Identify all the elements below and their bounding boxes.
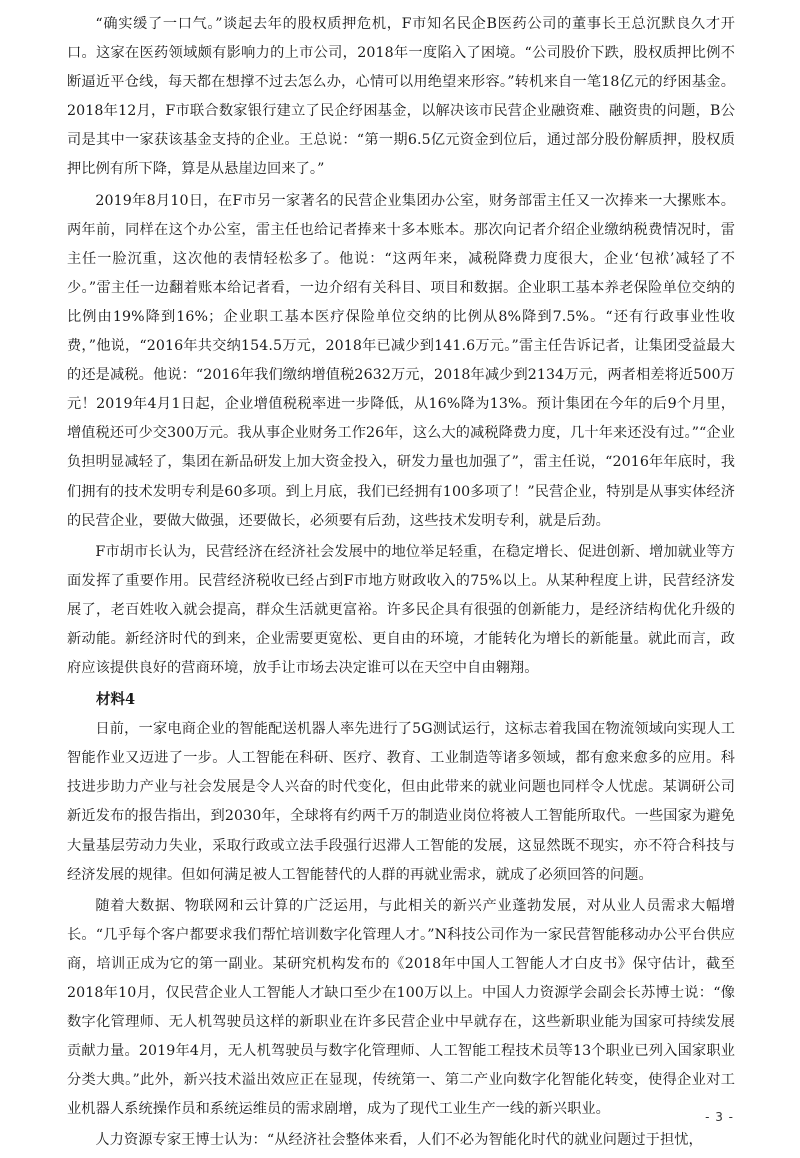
paragraph-ai-delivery-robot: 日前，一家电商企业的智能配送机器人率先进行了5G测试运行，这标志着我国在物流领域向实现人工智能作业又迈进了一步。人工智能在科研、医疗、教育、工业制造等诸多领域，都有愈来愈多的应用。科技进步助力产业与社会发展是令人兴奋的时代变化，但由此带来的就业问题也同样令人忧虑。某调研公司新近发布的报告指出，到2030年，全球将有约两千万的制造业岗位将被人工智能所取代。一些国家为避免大量基层劳动力失业，采取行政或立法手段强行迟滞人工智能的发展，这显然既不现实，亦不符合科技与经济发展的规律。但如何满足被人工智能替代的人群的再就业需求，就成了必须回答的问题。	[67, 721, 735, 883]
paragraph-mayor-view: F市胡市长认为，民营经济在经济社会发展中的地位举足轻重，在稳定增长、促进创新、增加就业等方面发挥了重要作用。民营经济税收已经占到F市地方财政收入的75%以上。从某种程度上讲，民营经济发展了，老百姓收入就会提高，群众生活就更富裕。许多民企具有很强的创新能力，是经济结构优化升级的新动能。新经济时代的到来，企业需要更宽松、更自由的环境，才能转化为增长的新能量。就此而言，政府应该提供良好的营商环境，放手让市场去决定谁可以在天空中自由翱翔。	[67, 543, 735, 677]
paragraph-new-professions: 随着大数据、物联网和云计算的广泛运用，与此相关的新兴产业蓬勃发展，对从业人员需求大幅增长。“几乎每个客户都要求我们帮忙培训数字化管理人才。”N科技公司作为一家民营智能移动办公平台供应商，培训正成为它的第一副业。某研究机构发布的《2018年中国人工智能人才白皮书》保守估计，截至2018年10月，仅民营企业人工智能人才缺口至少在100万以上。中国人力资源学会副会长苏博士说：“像数字化管理师、无人机驾驶员这样的新职业在许多民营企业中早就存在，这些新职业能为国家可持续发展贡献力量。2019年4月，无人机驾驶员与数字化管理师、人工智能工程技术员等13个职业已列入国家职业分类大典。”此外，新兴技术溢出效应正在显现，传统第一、第二产业向数字化智能化转变，使得企业对工业机器人系统操作员和系统运维员的需求剧增，成为了现代工业生产一线的新兴职业。	[67, 897, 735, 1118]
page-number: - 3 -	[705, 1110, 734, 1124]
paragraph-stock-pledge-crisis: “确实缓了一口气。”谈起去年的股权质押危机，F市知名民企B医药公司的董事长王总沉默良久才开口。这家在医药领域颇有影响力的上市公司，2018年一度陷入了困境。“公司股价下跌，股权质押比例不断逼近平仓线，每天都在想撑不过去怎么办，心情可以用绝望来形容。”转机来自一笔18亿元的纾困基金。2018年12月，F市联合数家银行建立了民企纾困基金，以解决该市民营企业融资难、融资贵的问题，B公司是其中一家获该基金支持的企业。王总说：“第一期6.5亿元资金到位后，通过部分股份解质押，股权质押比例有所下降，算是从悬崖边回来了。”	[67, 16, 735, 178]
paragraph-tax-reduction: 2019年8月10日，在F市另一家著名的民营企业集团办公室，财务部雷主任又一次捧来一大摞账本。两年前，同样在这个办公室，雷主任也给记者捧来十多本账本。那次向记者介绍企业缴纳税费情况时，雷主任一脸沉重，这次他的表情轻松多了。他说：“这两年来，减税降费力度很大，企业‘包袱’减轻了不少。”雷主任一边翻着账本给记者看，一边介绍有关科目、项目和数据。企业职工基本养老保险单位交纳的比例由19%降到16%；企业职工基本医疗保险单位交纳的比例从8%降到7.5%。“还有行政事业性收费，”他说，“2016年共交纳154.5万元，2018年已减少到141.6万元。”雷主任告诉记者，让集团受益最大的还是减税。他说：“2016年我们缴纳增值税2632万元，2018年减少到2134万元，两者相差将近500万元！2019年4月1日起，企业增值税税率进一步降低，从16%降为13%。预计集团在今年的后9个月里，增值税还可少交300万元。我从事企业财务工作26年，这么大的减税降费力度，几十年来还没有过。”“企业负担明显减轻了，集团在新品研发上加大资金投入，研发力量也加强了”，雷主任说，“2016年年底时，我们拥有的技术发明专利是60多项。到上月底，我们已经拥有100多项了！”民营企业，特别是从事实体经济的民营企业，要做大做强，还要做长，必须要有后劲，这些技术发明专利，就是后劲。	[67, 192, 735, 529]
section-heading-material-4: 材料4	[96, 691, 136, 709]
paragraph-hr-expert: 人力资源专家王博士认为：“从经济社会整体来看，人们不必为智能化时代的就业问题过于担忧，	[95, 1132, 703, 1149]
document-page	[67, 10, 735, 1158]
